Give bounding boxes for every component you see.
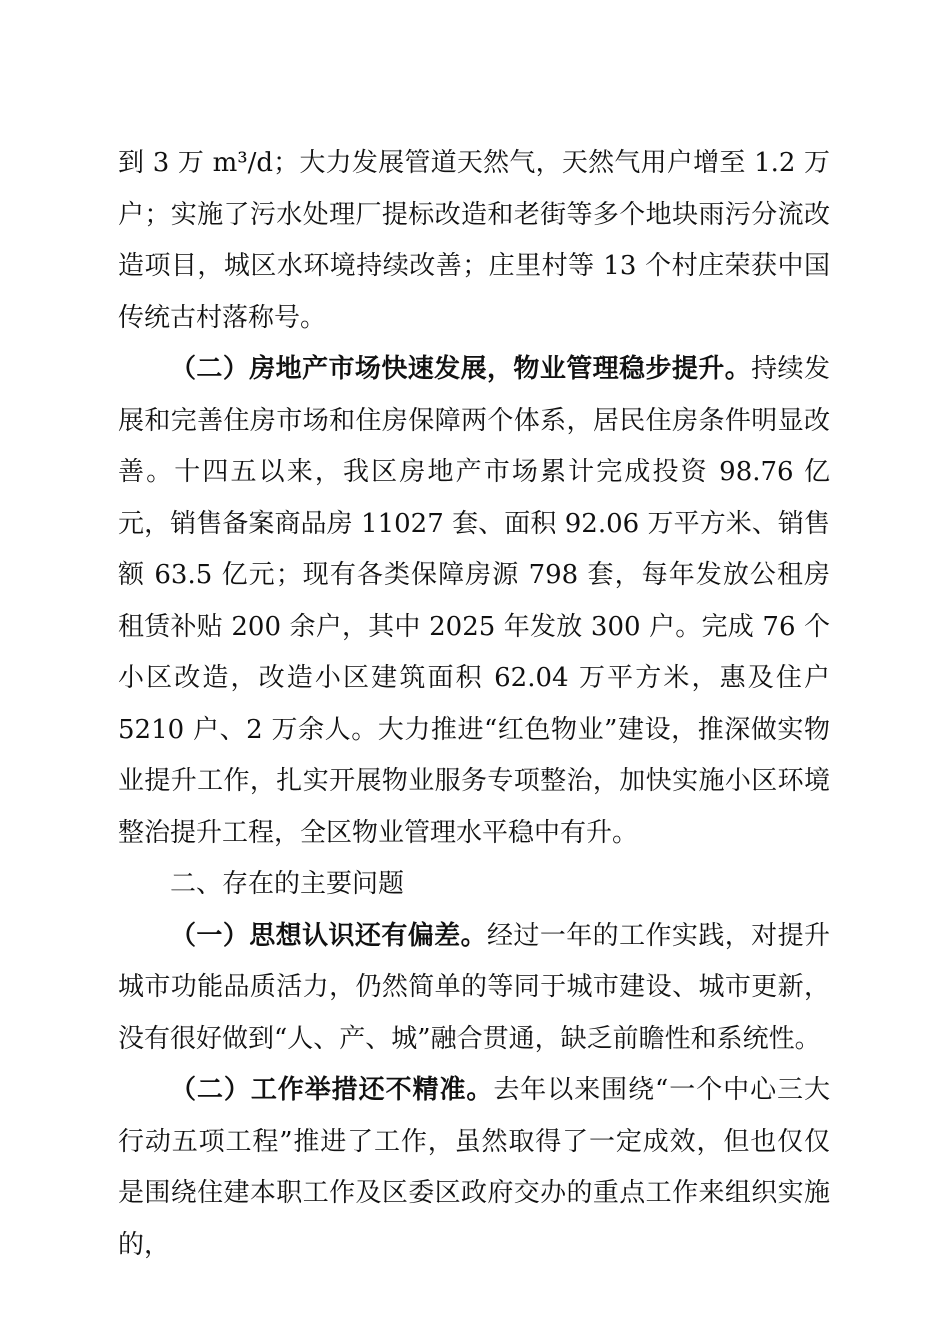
subheading-real-estate: （二）房地产市场快速发展，物业管理稳步提升。	[170, 354, 752, 384]
subheading-thinking: （一）思想认识还有偏差。	[170, 920, 487, 951]
paragraph-continued: 到 3 万 m³/d；大力发展管道天然气，天然气用户增至 1.2 万户；实施了污水处理厂提标改造和老街等多个地块雨污分流改造项目，城区水环境持续改善；庄里村等 13 个村庄荣获中国传统古村落称号。	[118, 148, 830, 333]
body-thinking: 经过一年的工作实践，对提升城市功能品质活力，仍然简单的等同于城市建设、城市更新，没有很好做到“人、产、城”融合贯通，缺乏前瞻性和系统性。	[118, 920, 830, 1054]
body-measures: 去年以来围绕“一个中心三大行动五项工程”推进了工作，虽然取得了一定成效，但也仅仅是围绕住建本职工作及区委区政府交办的重点工作来组织实施的，	[118, 1075, 830, 1260]
section-heading-problems: 二、存在的主要问题	[170, 869, 405, 899]
paragraph-real-estate	[118, 344, 830, 859]
subheading-measures: （二）工作举措还不精准。	[170, 1075, 494, 1105]
body-real-estate: 持续发展和完善住房市场和住房保障两个体系，居民住房条件明显改善。十四五以来，我区房地产市场累计完成投资 98.76 亿元，销售备案商品房 11027 套、面积 92.06 万平方米、销售额 63.5 亿元；现有各类保障房源 798 套，每年发放公租房租赁补贴 200 余户，其中 2025 年发放 300 户。完成 76 个小区改造，改造小区建筑面积 62.04 万平方米，惠及住户 5210 户、2 万余人。大力推进“红色物业”建设，推深做实物业提升工作，扎实开展物业服务专项整治，加快实施小区环境整治提升工程，全区物业管理水平稳中有升。	[118, 354, 830, 848]
document-page	[118, 138, 830, 1271]
paragraph-measures	[118, 1065, 830, 1271]
paragraph-thinking	[118, 911, 830, 1066]
